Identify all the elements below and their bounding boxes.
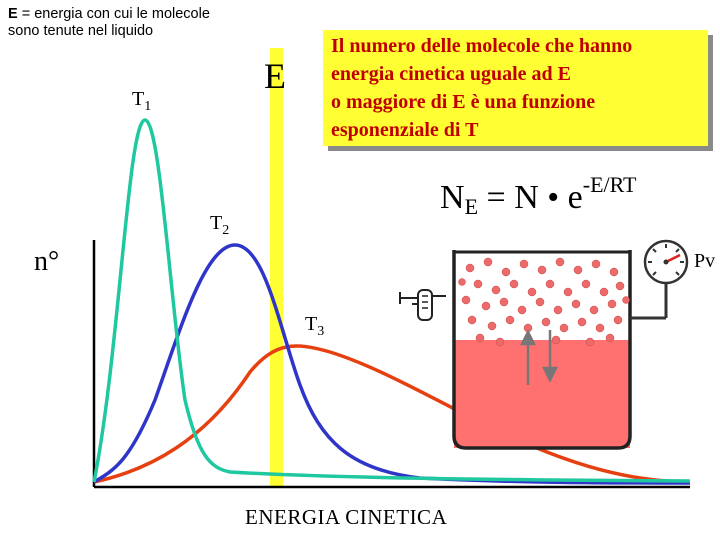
formula-lhs: N [440, 179, 465, 216]
x-axis-label: ENERGIA CINETICA [245, 505, 448, 529]
curve-label-subscript: 1 [144, 99, 152, 114]
legend-symbol: E [8, 6, 18, 22]
curve-label-name: T [305, 313, 318, 335]
curve-label-t1 [132, 88, 151, 115]
info-line: Il numero delle molecole che hanno [331, 35, 633, 57]
curve-label-subscript: 2 [222, 223, 230, 238]
formula [440, 172, 636, 220]
curve-label-name: T [210, 212, 223, 234]
curve-label-t3 [305, 313, 324, 340]
curve-label-t2 [210, 212, 229, 239]
curve-label-subscript: 3 [317, 324, 325, 339]
info-line: energia cinetica uguale ad E [331, 63, 571, 85]
formula-exponent: -E/RT [582, 172, 637, 197]
info-line: esponenziale di T [331, 119, 479, 141]
vessel-liquid [454, 340, 630, 448]
info-line: o maggiore di E è una funzione [331, 91, 596, 113]
y-axis-label: n° [34, 246, 60, 277]
formula-lhs-subscript: E [464, 194, 479, 219]
formula-middle: = N • e [478, 179, 583, 216]
legend-description: = energia con cui le molecole sono tenute nel liquido [8, 6, 210, 39]
pressure-gauge-icon [645, 241, 687, 283]
info-box [323, 30, 708, 146]
valve-icon [400, 290, 446, 320]
vapor-molecules [459, 258, 630, 346]
gauge-label: Pv [694, 250, 716, 272]
curve-label-name: T [132, 88, 145, 110]
energy-marker-bar [270, 48, 283, 486]
energy-marker-label: E [264, 56, 286, 96]
